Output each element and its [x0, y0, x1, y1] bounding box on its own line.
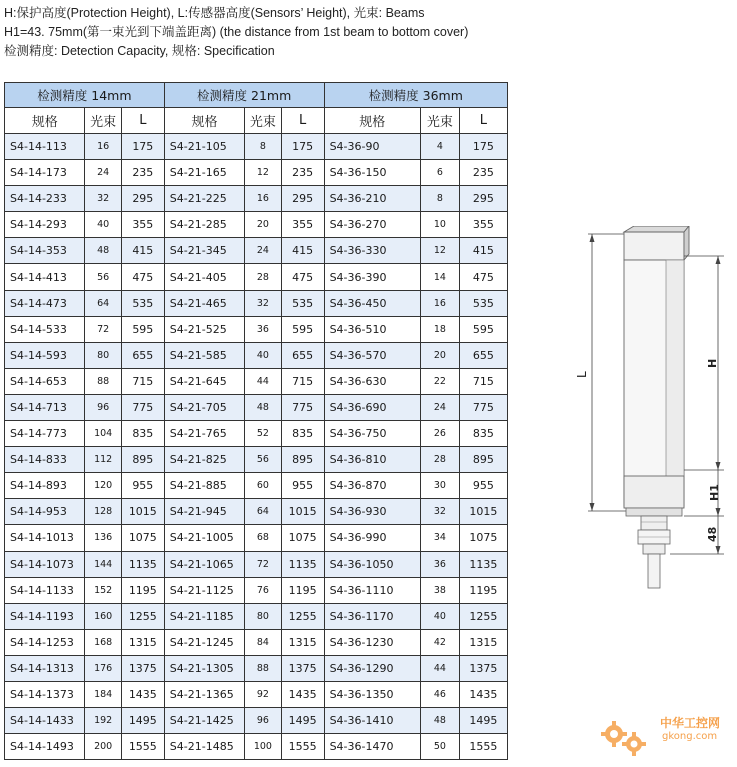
cell-model: S4-36-450 [324, 290, 421, 316]
group-header-36mm: 检测精度 36mm [324, 83, 507, 108]
cell-length: 415 [121, 238, 164, 264]
cell-length: 235 [281, 160, 324, 186]
cell-beams: 32 [85, 186, 121, 212]
cell-length: 1135 [121, 551, 164, 577]
cell-length: 955 [121, 473, 164, 499]
table-row [5, 681, 508, 707]
cell-model: S4-36-330 [324, 238, 421, 264]
cell-model: S4-36-270 [324, 212, 421, 238]
legend-line-1: H:保护高度(Protection Height), L:传感器高度(Sensors’ Height), 光束: Beams [4, 6, 425, 20]
cell-beams: 128 [85, 499, 121, 525]
cell-beams: 92 [245, 681, 281, 707]
cell-length: 475 [121, 264, 164, 290]
cell-model: S4-21-1245 [164, 629, 244, 655]
cell-beams: 16 [245, 186, 281, 212]
cell-beams: 80 [85, 342, 121, 368]
cell-model: S4-36-930 [324, 499, 421, 525]
table-row [5, 342, 508, 368]
table-row [5, 577, 508, 603]
cell-beams: 60 [245, 473, 281, 499]
cell-beams: 64 [85, 290, 121, 316]
group-header-row [5, 83, 508, 108]
specification-table [4, 82, 508, 760]
cell-beams: 64 [245, 499, 281, 525]
cell-length: 775 [121, 394, 164, 420]
cell-model: S4-14-1493 [5, 734, 85, 760]
cell-length: 235 [459, 160, 507, 186]
cell-model: S4-36-90 [324, 134, 421, 160]
cell-length: 715 [459, 368, 507, 394]
cell-model: S4-14-533 [5, 316, 85, 342]
cell-model: S4-36-1230 [324, 629, 421, 655]
table-row [5, 473, 508, 499]
cell-beams: 184 [85, 681, 121, 707]
cell-beams: 56 [85, 264, 121, 290]
cell-beams: 76 [245, 577, 281, 603]
cell-model: S4-36-1350 [324, 681, 421, 707]
cell-beams: 56 [245, 447, 281, 473]
cell-length: 1195 [281, 577, 324, 603]
cell-beams: 18 [421, 316, 460, 342]
cell-model: S4-36-510 [324, 316, 421, 342]
group-header-14mm: 检测精度 14mm [5, 83, 165, 108]
cell-model: S4-21-1305 [164, 655, 244, 681]
column-header-l: L [459, 108, 507, 134]
table-row [5, 499, 508, 525]
cell-length: 1255 [121, 603, 164, 629]
cell-beams: 44 [245, 368, 281, 394]
cell-beams: 16 [85, 134, 121, 160]
cell-beams: 12 [245, 160, 281, 186]
dimension-label-48: 48 [706, 526, 719, 542]
cell-length: 1555 [459, 734, 507, 760]
cell-length: 1495 [459, 708, 507, 734]
table-row [5, 421, 508, 447]
cell-model: S4-14-1373 [5, 681, 85, 707]
cell-length: 295 [281, 186, 324, 212]
cell-beams: 46 [421, 681, 460, 707]
table-row [5, 708, 508, 734]
cell-beams: 24 [85, 160, 121, 186]
cell-beams: 84 [245, 629, 281, 655]
cell-length: 1375 [121, 655, 164, 681]
cell-length: 1015 [281, 499, 324, 525]
cell-length: 955 [459, 473, 507, 499]
cell-length: 955 [281, 473, 324, 499]
cell-model: S4-21-585 [164, 342, 244, 368]
cell-model: S4-14-1433 [5, 708, 85, 734]
cell-length: 415 [281, 238, 324, 264]
table-row [5, 316, 508, 342]
legend [4, 4, 468, 61]
cell-length: 1255 [281, 603, 324, 629]
cell-model: S4-14-773 [5, 421, 85, 447]
table-row [5, 551, 508, 577]
cell-length: 1315 [281, 629, 324, 655]
cell-length: 1075 [459, 525, 507, 551]
cell-beams: 176 [85, 655, 121, 681]
table-row [5, 368, 508, 394]
cell-length: 475 [459, 264, 507, 290]
dimension-label-h: H [706, 358, 719, 368]
cell-length: 1495 [281, 708, 324, 734]
column-header-l: L [121, 108, 164, 134]
column-header-row [5, 108, 508, 134]
cell-length: 655 [459, 342, 507, 368]
dimension-label-h1: H1 [708, 484, 721, 501]
cell-model: S4-21-465 [164, 290, 244, 316]
cell-length: 1075 [121, 525, 164, 551]
cell-model: S4-36-570 [324, 342, 421, 368]
cell-beams: 48 [85, 238, 121, 264]
cell-model: S4-21-1425 [164, 708, 244, 734]
column-header-spec: 规格 [324, 108, 421, 134]
cell-beams: 22 [421, 368, 460, 394]
table-body [5, 134, 508, 760]
table-row [5, 447, 508, 473]
cell-beams: 104 [85, 421, 121, 447]
cell-model: S4-14-713 [5, 394, 85, 420]
cell-model: S4-14-113 [5, 134, 85, 160]
cell-length: 535 [281, 290, 324, 316]
cell-model: S4-14-473 [5, 290, 85, 316]
cell-length: 1015 [459, 499, 507, 525]
cell-model: S4-36-690 [324, 394, 421, 420]
cell-length: 655 [281, 342, 324, 368]
cell-beams: 32 [421, 499, 460, 525]
cell-model: S4-36-210 [324, 186, 421, 212]
cell-beams: 16 [421, 290, 460, 316]
cell-length: 1375 [459, 655, 507, 681]
cell-model: S4-14-233 [5, 186, 85, 212]
cell-model: S4-21-525 [164, 316, 244, 342]
cell-model: S4-36-870 [324, 473, 421, 499]
cell-length: 835 [281, 421, 324, 447]
cell-beams: 48 [421, 708, 460, 734]
cell-beams: 8 [421, 186, 460, 212]
column-header-beams: 光束 [245, 108, 281, 134]
cell-beams: 72 [85, 316, 121, 342]
cell-length: 1315 [121, 629, 164, 655]
cell-model: S4-14-413 [5, 264, 85, 290]
cell-beams: 144 [85, 551, 121, 577]
column-header-l: L [281, 108, 324, 134]
cell-length: 595 [281, 316, 324, 342]
cell-beams: 88 [245, 655, 281, 681]
cell-beams: 152 [85, 577, 121, 603]
cell-length: 775 [459, 394, 507, 420]
table-row [5, 134, 508, 160]
cell-model: S4-14-1013 [5, 525, 85, 551]
cell-beams: 68 [245, 525, 281, 551]
cell-model: S4-14-353 [5, 238, 85, 264]
cell-length: 1255 [459, 603, 507, 629]
watermark-text: 中华工控网 [660, 716, 721, 730]
cell-beams: 12 [421, 238, 460, 264]
column-header-spec: 规格 [164, 108, 244, 134]
cell-length: 1555 [121, 734, 164, 760]
cell-model: S4-21-1005 [164, 525, 244, 551]
cell-length: 235 [121, 160, 164, 186]
cell-length: 1435 [121, 681, 164, 707]
cell-length: 535 [459, 290, 507, 316]
cell-beams: 24 [245, 238, 281, 264]
cell-beams: 20 [421, 342, 460, 368]
cell-beams: 80 [245, 603, 281, 629]
cell-length: 595 [459, 316, 507, 342]
cell-beams: 4 [421, 134, 460, 160]
cell-beams: 28 [421, 447, 460, 473]
cell-beams: 96 [85, 394, 121, 420]
cell-length: 1195 [459, 577, 507, 603]
cell-model: S4-21-105 [164, 134, 244, 160]
table-row [5, 629, 508, 655]
cell-beams: 8 [245, 134, 281, 160]
cell-length: 835 [121, 421, 164, 447]
cell-model: S4-14-593 [5, 342, 85, 368]
legend-line-3: 检测精度: Detection Capacity, 规格: Specification [4, 44, 275, 58]
cell-beams: 112 [85, 447, 121, 473]
cell-beams: 72 [245, 551, 281, 577]
cell-beams: 24 [421, 394, 460, 420]
cell-model: S4-21-1485 [164, 734, 244, 760]
cell-model: S4-21-165 [164, 160, 244, 186]
cell-model: S4-14-653 [5, 368, 85, 394]
cell-beams: 10 [421, 212, 460, 238]
cell-length: 355 [281, 212, 324, 238]
table-row [5, 212, 508, 238]
cell-beams: 42 [421, 629, 460, 655]
dimension-label-l: L [575, 371, 589, 378]
cell-model: S4-21-225 [164, 186, 244, 212]
table-row [5, 186, 508, 212]
cell-length: 895 [459, 447, 507, 473]
cell-model: S4-21-1125 [164, 577, 244, 603]
cell-model: S4-14-1313 [5, 655, 85, 681]
cell-beams: 200 [85, 734, 121, 760]
cell-beams: 30 [421, 473, 460, 499]
cell-beams: 40 [85, 212, 121, 238]
cell-model: S4-21-285 [164, 212, 244, 238]
cell-length: 295 [121, 186, 164, 212]
gear-icon [601, 721, 646, 756]
cell-beams: 38 [421, 577, 460, 603]
cell-model: S4-21-765 [164, 421, 244, 447]
table-row [5, 655, 508, 681]
cell-length: 775 [281, 394, 324, 420]
table-row [5, 264, 508, 290]
cell-beams: 26 [421, 421, 460, 447]
cell-length: 835 [459, 421, 507, 447]
cell-beams: 96 [245, 708, 281, 734]
cell-length: 415 [459, 238, 507, 264]
cell-beams: 14 [421, 264, 460, 290]
table-row [5, 525, 508, 551]
cell-beams: 36 [245, 316, 281, 342]
cell-beams: 44 [421, 655, 460, 681]
cell-model: S4-14-1253 [5, 629, 85, 655]
cell-model: S4-14-173 [5, 160, 85, 186]
cell-length: 655 [121, 342, 164, 368]
cell-length: 1375 [281, 655, 324, 681]
cell-model: S4-36-810 [324, 447, 421, 473]
cell-model: S4-14-953 [5, 499, 85, 525]
cell-beams: 28 [245, 264, 281, 290]
cell-model: S4-36-990 [324, 525, 421, 551]
cell-length: 535 [121, 290, 164, 316]
cell-model: S4-36-1110 [324, 577, 421, 603]
cell-beams: 40 [245, 342, 281, 368]
cell-length: 1495 [121, 708, 164, 734]
cell-model: S4-36-390 [324, 264, 421, 290]
cell-model: S4-21-1185 [164, 603, 244, 629]
cell-model: S4-21-1365 [164, 681, 244, 707]
cell-length: 475 [281, 264, 324, 290]
cell-beams: 36 [421, 551, 460, 577]
cell-length: 595 [121, 316, 164, 342]
cell-beams: 34 [421, 525, 460, 551]
cell-beams: 20 [245, 212, 281, 238]
legend-line-2: H1=43. 75mm(第一束光到下端盖距离) (the distance from 1st beam to bottom cover) [4, 25, 469, 39]
cell-model: S4-36-1410 [324, 708, 421, 734]
light-curtain-drawing [568, 226, 733, 591]
cell-model: S4-21-885 [164, 473, 244, 499]
cell-model: S4-21-1065 [164, 551, 244, 577]
cell-length: 1195 [121, 577, 164, 603]
cell-model: S4-14-1073 [5, 551, 85, 577]
cell-beams: 192 [85, 708, 121, 734]
cell-length: 355 [121, 212, 164, 238]
cell-length: 1075 [281, 525, 324, 551]
cell-model: S4-14-1133 [5, 577, 85, 603]
cell-model: S4-21-405 [164, 264, 244, 290]
cell-model: S4-36-150 [324, 160, 421, 186]
cell-length: 1135 [459, 551, 507, 577]
column-header-spec: 规格 [5, 108, 85, 134]
watermark-url: gkong.com [662, 731, 718, 742]
cell-length: 1315 [459, 629, 507, 655]
cell-beams: 48 [245, 394, 281, 420]
cell-length: 175 [281, 134, 324, 160]
cell-beams: 40 [421, 603, 460, 629]
cell-length: 715 [121, 368, 164, 394]
cell-length: 1135 [281, 551, 324, 577]
cell-model: S4-14-293 [5, 212, 85, 238]
cell-length: 1555 [281, 734, 324, 760]
cell-model: S4-36-750 [324, 421, 421, 447]
cell-model: S4-21-345 [164, 238, 244, 264]
table-row [5, 734, 508, 760]
column-header-beams: 光束 [421, 108, 460, 134]
cell-beams: 136 [85, 525, 121, 551]
cell-model: S4-36-1050 [324, 551, 421, 577]
cell-model: S4-14-1193 [5, 603, 85, 629]
cell-model: S4-36-1170 [324, 603, 421, 629]
cell-model: S4-21-825 [164, 447, 244, 473]
cell-model: S4-14-833 [5, 447, 85, 473]
table-row [5, 394, 508, 420]
cell-length: 895 [121, 447, 164, 473]
cell-model: S4-21-945 [164, 499, 244, 525]
table-row [5, 160, 508, 186]
cell-beams: 120 [85, 473, 121, 499]
cell-length: 355 [459, 212, 507, 238]
cell-length: 1435 [281, 681, 324, 707]
cell-model: S4-36-630 [324, 368, 421, 394]
cell-beams: 52 [245, 421, 281, 447]
table-row [5, 603, 508, 629]
cell-model: S4-21-645 [164, 368, 244, 394]
cell-beams: 160 [85, 603, 121, 629]
table-row [5, 238, 508, 264]
cell-model: S4-14-893 [5, 473, 85, 499]
cell-length: 715 [281, 368, 324, 394]
cell-length: 895 [281, 447, 324, 473]
cell-beams: 100 [245, 734, 281, 760]
cell-model: S4-36-1290 [324, 655, 421, 681]
cell-beams: 168 [85, 629, 121, 655]
cell-length: 295 [459, 186, 507, 212]
column-header-beams: 光束 [85, 108, 121, 134]
cell-length: 175 [121, 134, 164, 160]
cell-model: S4-36-1470 [324, 734, 421, 760]
cell-beams: 32 [245, 290, 281, 316]
cell-length: 1435 [459, 681, 507, 707]
group-header-21mm: 检测精度 21mm [164, 83, 324, 108]
cell-length: 1015 [121, 499, 164, 525]
cell-beams: 6 [421, 160, 460, 186]
cell-beams: 88 [85, 368, 121, 394]
cell-length: 175 [459, 134, 507, 160]
table-row [5, 290, 508, 316]
cell-model: S4-21-705 [164, 394, 244, 420]
cell-beams: 50 [421, 734, 460, 760]
